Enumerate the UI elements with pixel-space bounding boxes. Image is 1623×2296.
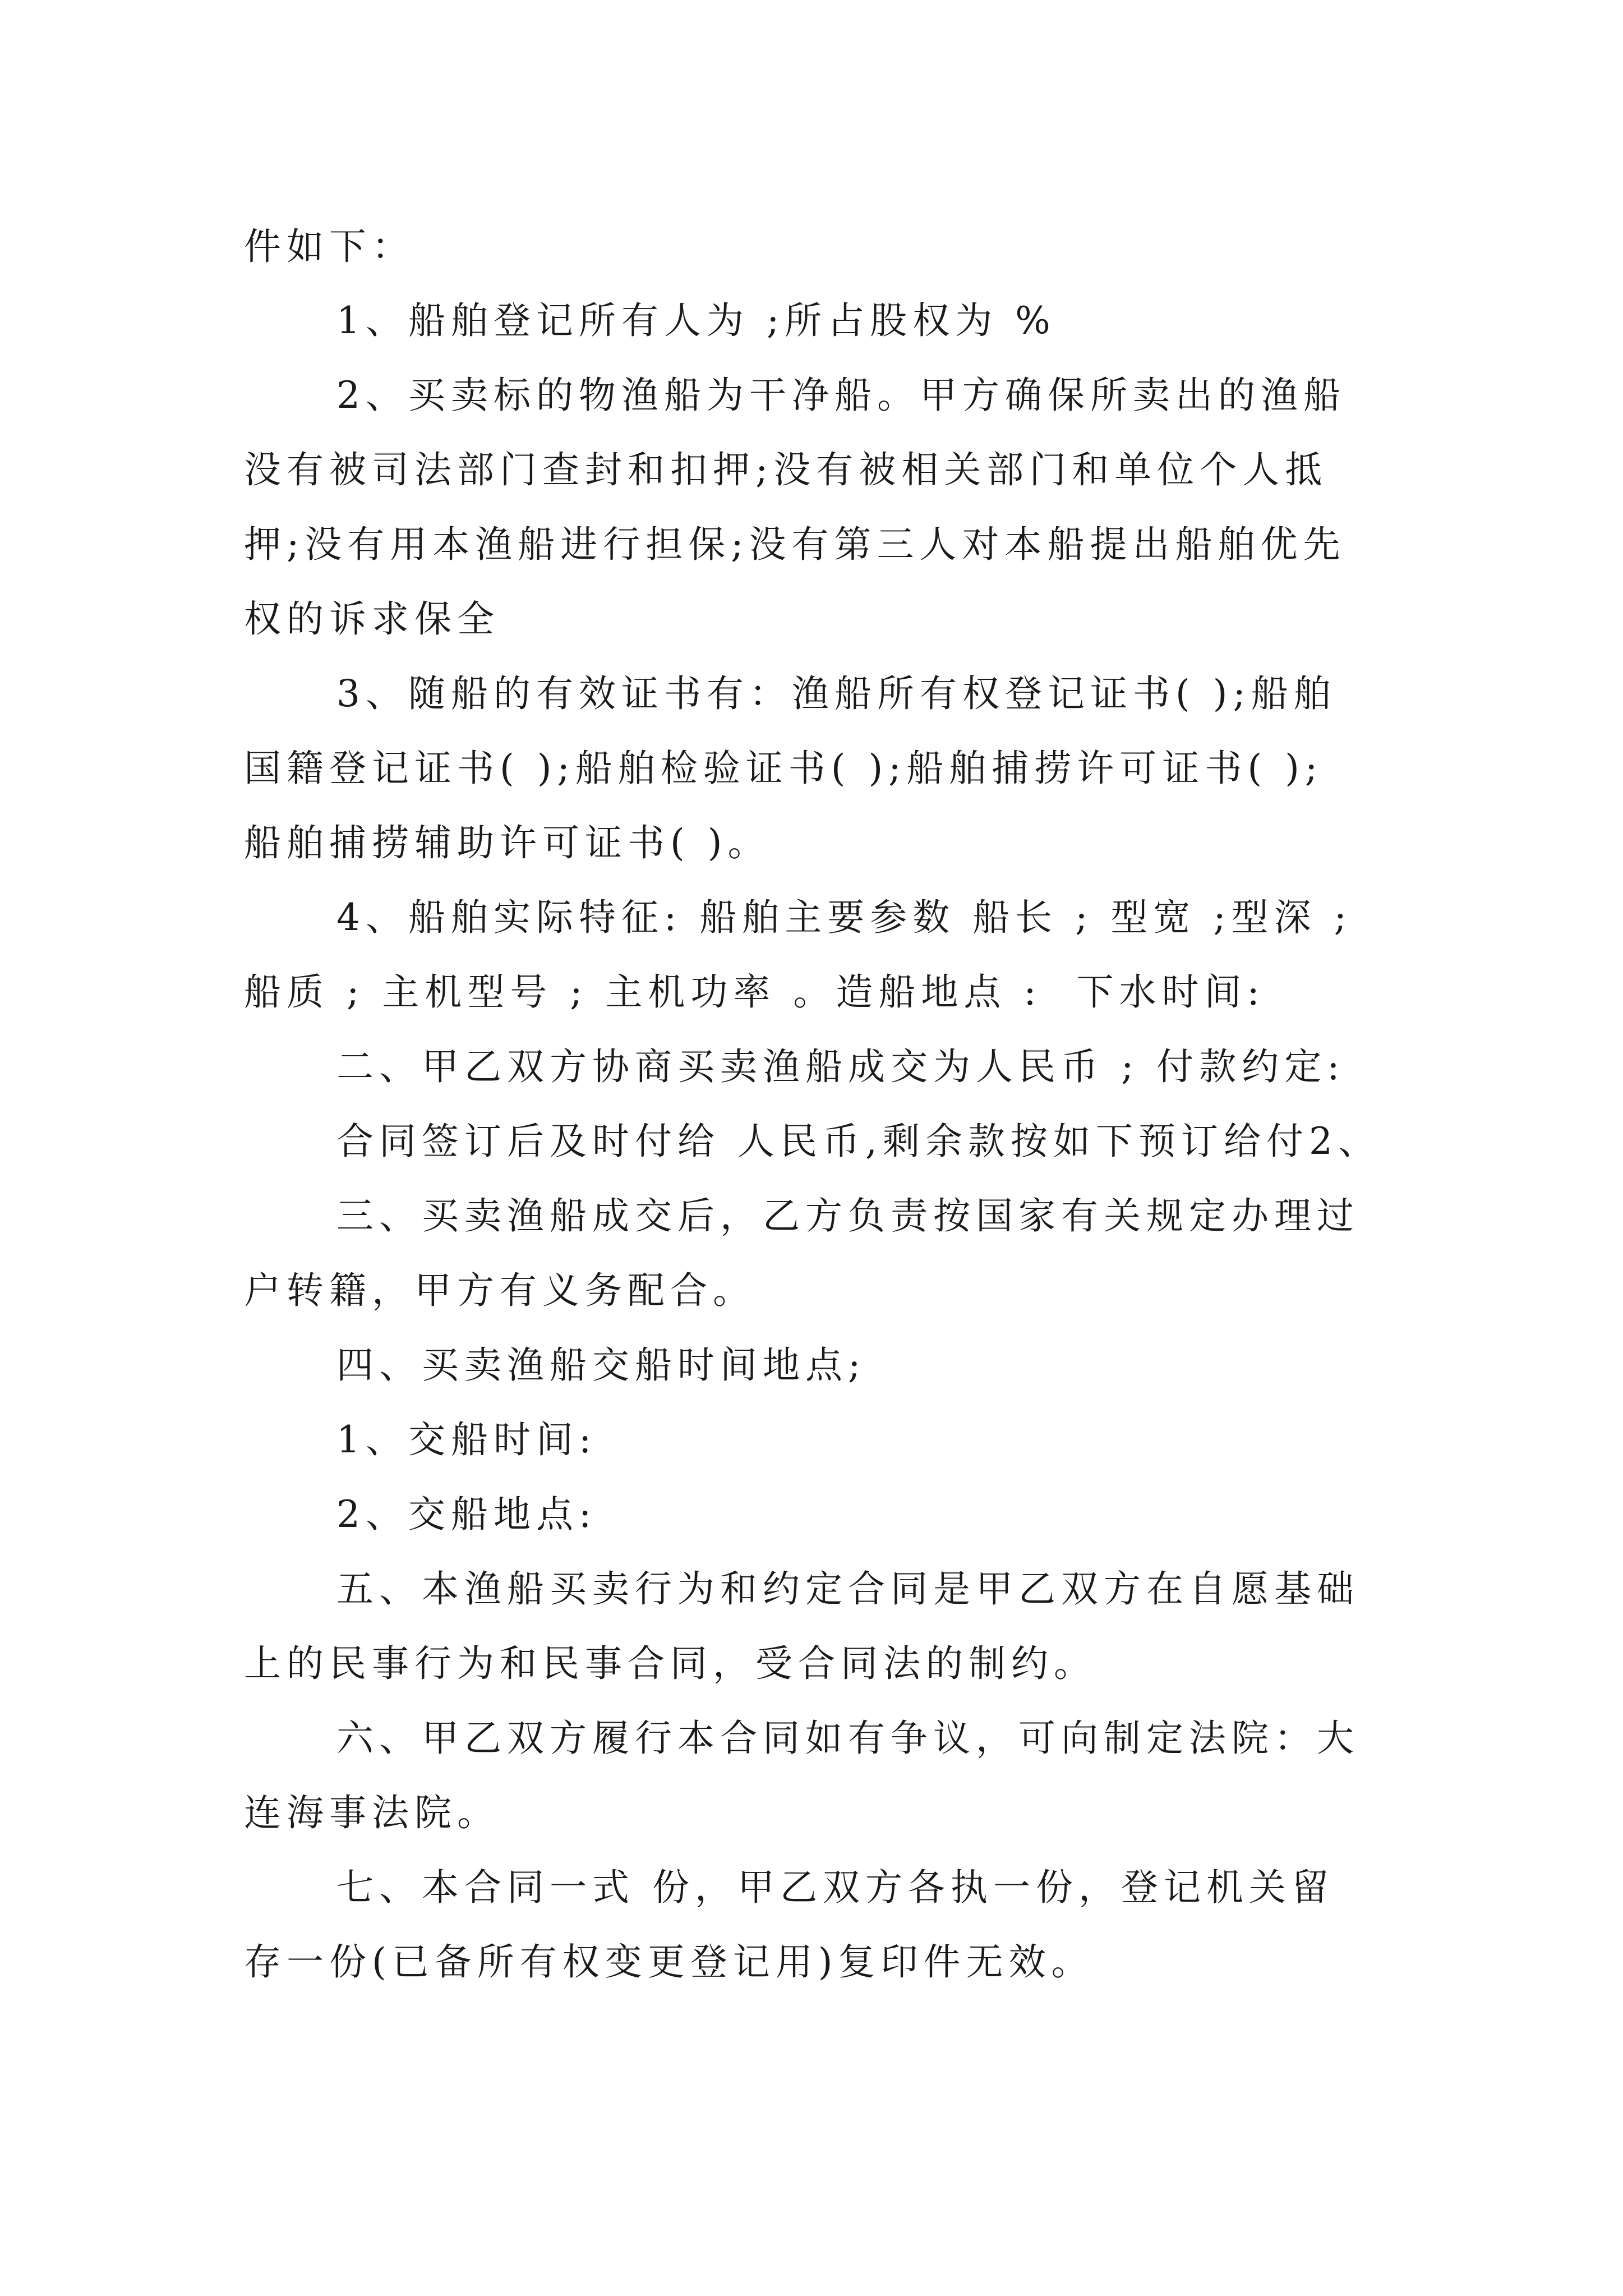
text-line: 户转籍，甲方有义务配合。 bbox=[244, 1269, 755, 1312]
text-line: 船舶捕捞辅助许可证书( )。 bbox=[244, 821, 771, 864]
text-line: 2、交船地点: bbox=[336, 1493, 597, 1536]
text-line: 件如下： bbox=[244, 225, 414, 268]
text-line: 权的诉求保全 bbox=[244, 597, 500, 641]
text-line: 合同签订后及时付给 人民币,剩余款按如下预订给付2、 bbox=[336, 1120, 1381, 1163]
text-line: 船质 ; 主机型号 ; 主机功率 。造船地点 : 下水时间: bbox=[244, 970, 1265, 1014]
text-line: 没有被司法部门查封和扣押;没有被相关部门和单位个人抵 bbox=[244, 448, 1328, 491]
text-line: 上的民事行为和民事合同，受合同法的制约。 bbox=[244, 1642, 1096, 1685]
text-line: 3、随船的有效证书有：渔船所有权登记证书( );船舶 bbox=[336, 672, 1336, 715]
text-line: 国籍登记证书( );船舶检验证书( );船舶捕捞许可证书( ); bbox=[244, 747, 1324, 790]
text-line: 4、船舶实际特征: 船舶主要参数 船长 ; 型宽 ;型深 ; bbox=[336, 896, 1352, 939]
text-line: 六、甲乙双方履行本合同如有争议，可向制定法院：大 bbox=[336, 1717, 1359, 1760]
text-line: 连海事法院。 bbox=[244, 1791, 500, 1834]
text-line: 三、买卖渔船成交后，乙方负责按国家有关规定办理过 bbox=[336, 1194, 1359, 1237]
text-line: 1、交船时间: bbox=[336, 1418, 597, 1461]
text-line: 存一份(已备所有权变更登记用)复印件无效。 bbox=[244, 1940, 1094, 1984]
text-line: 1、船舶登记所有人为 ;所占股权为 % bbox=[336, 299, 1056, 342]
text-line: 2、买卖标的物渔船为干净船。甲方确保所卖出的渔船 bbox=[336, 374, 1346, 417]
text-line: 五、本渔船买卖行为和约定合同是甲乙双方在自愿基础 bbox=[336, 1567, 1359, 1611]
text-line: 四、买卖渔船交船时间地点; bbox=[336, 1343, 866, 1387]
text-line: 押;没有用本渔船进行担保;没有第三人对本船提出船舶优先 bbox=[244, 523, 1346, 566]
text-line: 七、本合同一式 份，甲乙双方各执一份，登记机关留 bbox=[336, 1866, 1334, 1909]
text-line: 二、甲乙双方协商买卖渔船成交为人民币 ; 付款约定: bbox=[336, 1045, 1345, 1088]
